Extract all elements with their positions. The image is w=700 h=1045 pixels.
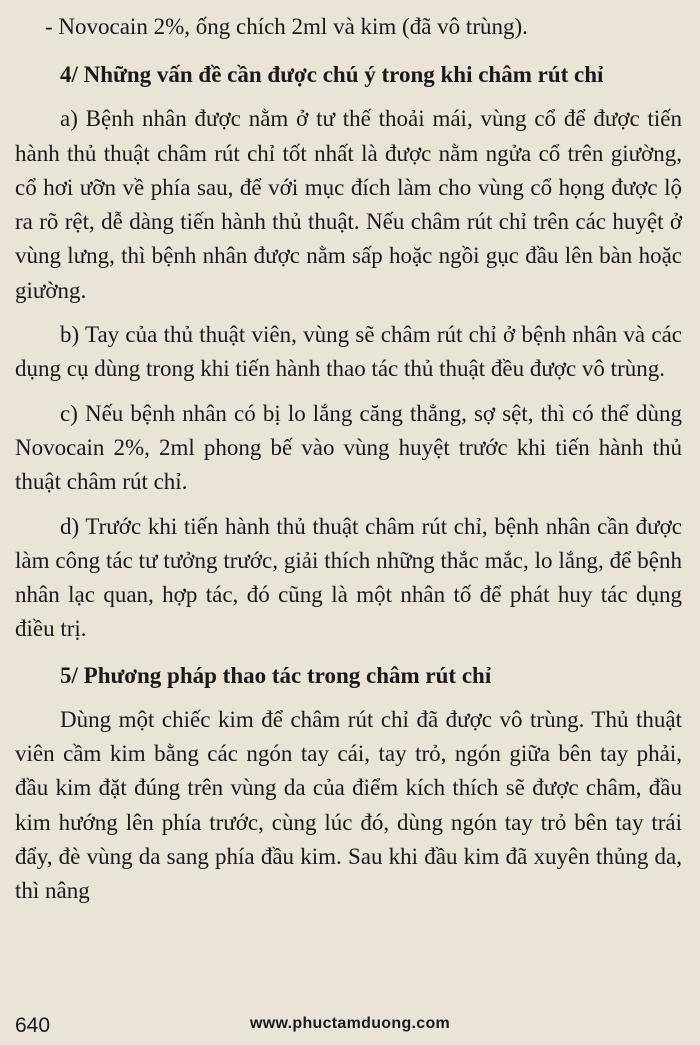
paragraph-method: Dùng một chiếc kim để châm rút chỉ đã được vô trùng. Thủ thuật viên cầm kim bằng các ngón tay cái, tay trỏ, ngón giữa bên tay phải, đầu kim đặt đúng trên vùng da của điểm kích thích sẽ được châm, đầu kim hướng lên phía trước, cùng lúc đó, dùng ngón tay trỏ bên tay trái đẩy, đè vùng da sang phía đầu kim. Sau khi đầu kim đã xuyên thủng da, thì nâng xyxy=(15,706,682,904)
page-footer xyxy=(0,1012,700,1042)
page-number: 640 xyxy=(15,1014,51,1037)
website-link: www.phuctamduong.com xyxy=(250,1015,451,1032)
paragraph-b: b) Tay của thủ thuật viên, vùng sẽ châm rút chỉ ở bệnh nhân và các dụng cụ dùng trong khi tiến hành thao tác thủ thuật đều được vô trùng. xyxy=(15,322,682,382)
paragraph-d: d) Trước khi tiến hành thủ thuật châm rút chỉ, bệnh nhân cần được làm công tác tư tưởng trước, giải thích những thắc mắc, lo lắng, để bệnh nhân lạc quan, hợp tác, đó cũng là một nhân tố để phát huy tác dụng điều trị. xyxy=(15,513,682,642)
paragraph-a: a) Bệnh nhân được nằm ở tư thế thoải mái, vùng cổ để được tiến hành thủ thuật châm rút chỉ tốt nhất là được nằm ngửa cổ trên giường, cổ hơi ưỡn về phía sau, để với mục đích làm cho vùng cổ họng được lộ ra rõ rệt, dễ dàng tiến hành thủ thuật. Nếu châm rút chỉ trên các huyệt ở vùng lưng, thì bệnh nhân được nằm sấp hoặc ngồi gục đầu lên bàn hoặc giường. xyxy=(15,106,682,303)
intro-line: - Novocain 2%, ống chích 2ml và kim (đã vô trùng). xyxy=(45,14,528,39)
section-heading-4: 4/ Những vấn đề cần được chú ý trong khi châm rút chỉ xyxy=(60,62,604,88)
paragraph-c: c) Nếu bệnh nhân có bị lo lắng căng thẳng, sợ sệt, thì có thể dùng Novocain 2%, 2ml phong bế vào vùng huyệt trước khi tiến hành thủ thuật châm rút chỉ. xyxy=(15,400,682,495)
section-heading-5: 5/ Phương pháp thao tác trong châm rút chỉ xyxy=(60,662,492,688)
page-body xyxy=(15,10,682,909)
